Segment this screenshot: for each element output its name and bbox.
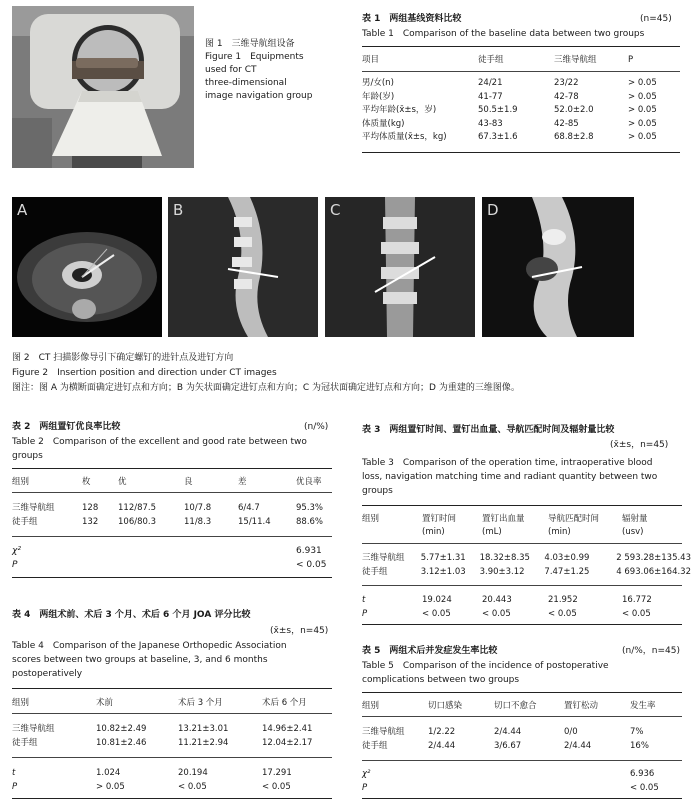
table5-title-en-line: Table 5 Comparison of the incidence of postoperative — [362, 661, 609, 671]
table2-title-en-line: Table 2 Comparison of the excellent and good rate between two — [12, 437, 307, 447]
table-cell: 徒手组 — [12, 517, 38, 527]
table-cell: < 0.05 — [622, 609, 651, 619]
table3-header-cell: 置钉时间 — [422, 514, 457, 524]
table-cell: > 0.05 — [628, 78, 657, 88]
table-cell: 18.32±8.35 — [479, 553, 530, 563]
table-cell: 徒手组 — [362, 741, 388, 751]
table-row — [362, 551, 691, 565]
table-cell: t — [12, 768, 16, 778]
table2-bottom-rule — [12, 577, 332, 578]
table-cell: 10.81±2.46 — [96, 738, 147, 748]
table-row — [362, 781, 659, 795]
table2-top-rule — [12, 468, 332, 469]
table-cell: χ² — [362, 769, 371, 779]
figure1-title-cn: 图 1 三维导航组设备 — [205, 39, 295, 49]
table5-header — [362, 701, 656, 713]
table-cell: 4.03±0.99 — [544, 553, 590, 563]
table3-header-cell: 置钉出血量 — [482, 514, 525, 524]
table-cell: 24/21 — [478, 78, 503, 88]
table4-stats — [12, 766, 292, 794]
table3-top-rule — [362, 505, 682, 506]
table3-header-cell: (min) — [422, 527, 445, 537]
table-cell: 平均年龄(x̄±s，岁) — [362, 105, 437, 115]
table2-header-cell: 枚 — [82, 477, 91, 487]
table-cell: > 0.05 — [628, 91, 657, 102]
table3-title-en-line: Table 3 Comparison of the operation time, intraoperative blood — [362, 458, 653, 468]
ct-3d-reconstruction-image — [482, 197, 634, 337]
table-cell: 106/80.3 — [118, 517, 157, 527]
table-cell: 21.952 — [548, 595, 578, 605]
table2-header-cell: 良 — [184, 477, 193, 487]
table4-title-en-line: scores between two groups at baseline, 3, and 6 months — [12, 655, 268, 665]
table1-body — [362, 77, 657, 145]
figure2-note: 图注：图 A 为横断面确定进钉点和方向；B 为矢状面确定进钉点和方向；C 为冠状面确定进钉点和方向；D 为重建的三维图像。 — [12, 383, 520, 393]
table-cell: < 0.05 — [422, 609, 451, 619]
table5-stats — [362, 767, 659, 795]
table-cell: 6/4.7 — [238, 503, 260, 513]
table-cell: 128 — [82, 503, 99, 513]
table-cell: 43-83 — [478, 118, 503, 129]
table-cell: 0/0 — [564, 727, 578, 737]
ct-panel-label: D — [487, 201, 499, 219]
table4-header-cell: 组别 — [12, 698, 30, 708]
ct-panel-axial — [12, 197, 162, 337]
table-cell: 2/4.44 — [428, 741, 456, 751]
table-row — [362, 118, 657, 132]
table-row — [12, 780, 292, 794]
table1-n: (n=45) — [640, 14, 672, 24]
ct-panel-label: B — [173, 201, 184, 219]
table5-header-cell: 组别 — [362, 701, 380, 711]
ct-panel-label: A — [17, 201, 28, 219]
table4-bottom-rule — [12, 798, 332, 799]
table-cell: 11/8.3 — [184, 517, 212, 527]
table-cell: 19.024 — [422, 595, 452, 605]
table4-top-rule — [12, 688, 332, 689]
table-cell: 3.12±1.03 — [420, 567, 466, 577]
table-cell: 7.47±1.25 — [544, 567, 590, 577]
table-cell: 41-77 — [478, 91, 503, 102]
table-cell: 1/2.22 — [428, 727, 456, 737]
table-cell: 年龄(岁) — [362, 91, 395, 102]
table3-header — [362, 513, 648, 539]
table-cell: 11.21±2.94 — [178, 738, 229, 748]
table3-bottom-rule — [362, 624, 682, 625]
table-cell: P — [362, 609, 368, 619]
ct-coronal-image — [325, 197, 475, 337]
ct-equipment-photo — [12, 6, 194, 168]
table2-title-cn: 表 2 两组置钉优良率比较 — [12, 422, 121, 432]
table4-header-rule — [12, 713, 332, 714]
table-row — [362, 565, 691, 579]
table2-header-cell: 优 — [118, 477, 127, 487]
table-row — [12, 722, 312, 736]
table1-title-en: Table 1 Comparison of the baseline data between two groups — [362, 29, 645, 39]
table-row — [362, 725, 649, 739]
table-row — [12, 766, 292, 780]
table-cell: 52.0±2.0 — [554, 105, 594, 115]
table-cell: 10/7.8 — [184, 503, 212, 513]
ct-panel-3d — [482, 197, 634, 337]
table-cell: 17.291 — [262, 768, 292, 778]
table-cell: 男/女(n) — [362, 78, 394, 88]
table-row — [362, 77, 657, 91]
table-cell: 23/22 — [554, 78, 579, 88]
table-cell — [428, 767, 494, 781]
table-row — [362, 91, 657, 105]
table2-header — [12, 477, 322, 489]
table-cell: 13.21±3.01 — [178, 724, 229, 734]
table4-stats-rule — [12, 757, 332, 758]
ct-panel-coronal — [325, 197, 475, 337]
table-cell: 三维导航组 — [362, 727, 405, 737]
table-cell: 88.6% — [296, 517, 324, 527]
table4-header — [12, 698, 307, 710]
table5-body — [362, 725, 649, 753]
table4-title-en-line: Table 4 Comparison of the Japanese Orthopedic Association — [12, 641, 287, 651]
table4-title-en-line: postoperatively — [12, 669, 83, 679]
table2-header-cell: 组别 — [12, 477, 30, 487]
table-row — [12, 515, 323, 529]
table4-header-cell: 术后 6 个月 — [262, 698, 307, 708]
table-cell — [564, 781, 630, 795]
table-cell: 16% — [630, 741, 649, 751]
table-cell: 三维导航组 — [12, 503, 55, 513]
table-row — [362, 104, 657, 118]
table-cell: 16.772 — [622, 595, 652, 605]
table5-header-cell: 切口感染 — [428, 701, 463, 711]
table-row — [362, 739, 649, 753]
ct-scanner-illustration — [12, 6, 194, 168]
table-cell: 50.5±1.9 — [478, 105, 518, 115]
table2-stats-rule — [12, 536, 332, 537]
table5-header-cell: 切口不愈合 — [494, 701, 537, 711]
table-cell: 42-85 — [554, 118, 579, 129]
table-cell: 12.04±2.17 — [262, 738, 313, 748]
table-cell: 15/11.4 — [238, 517, 271, 527]
table3-stats — [362, 593, 652, 621]
table3-unit: (x̄±s，n=45) — [610, 440, 669, 450]
table-cell: 10.82±2.49 — [96, 724, 147, 734]
table-cell — [494, 767, 564, 781]
table-cell: 14.96±2.41 — [262, 724, 313, 734]
table-cell: 68.8±2.8 — [554, 132, 594, 142]
table-cell: 5.77±1.31 — [420, 553, 466, 563]
table3-header-cell: (mL) — [482, 527, 502, 537]
table-cell: 3.90±3.12 — [479, 567, 525, 577]
table-cell — [564, 767, 630, 781]
table3-header-cell: 导航匹配时间 — [548, 514, 600, 524]
figure1-title-en-line: image navigation group — [205, 91, 313, 101]
table-cell: 徒手组 — [12, 738, 38, 748]
table5-stats-rule — [362, 760, 682, 761]
figure2-title-en: Figure 2 Insertion position and direction under CT images — [12, 368, 277, 378]
table-cell: > 0.05 — [628, 132, 657, 142]
table3-header-cell: 辐射量 — [622, 514, 648, 524]
table-cell: < 0.05 — [630, 783, 659, 793]
table2-title-en-line: groups — [12, 451, 43, 461]
table3-header-rule — [362, 543, 682, 544]
table1-title-cn: 表 1 两组基线资料比较 — [362, 14, 462, 24]
table3-title-en-line: groups — [362, 486, 393, 496]
table3-title-cn: 表 3 两组置钉时间、置钉出血量、导航匹配时间及辐射量比较 — [362, 425, 615, 435]
table-row — [12, 501, 323, 515]
table5-header-rule — [362, 716, 682, 717]
table-cell: 132 — [82, 517, 99, 527]
table4-title-cn: 表 4 两组术前、术后 3 个月、术后 6 个月 JOA 评分比较 — [12, 610, 251, 620]
table2-body — [12, 501, 323, 529]
table2-stat-value: < 0.05 — [296, 560, 327, 570]
table-row — [12, 736, 312, 750]
table-cell: 4 693.06±164.32 — [616, 567, 691, 577]
table-cell: 20.443 — [482, 595, 512, 605]
table5-top-rule — [362, 692, 682, 693]
table-cell: 体质量(kg) — [362, 118, 405, 129]
table3-header-cell: (min) — [548, 527, 571, 537]
table4-header-cell: 术后 3 个月 — [178, 698, 223, 708]
figure1-title-en-line: three-dimensional — [205, 78, 287, 88]
table-row — [362, 607, 652, 621]
table-row — [362, 593, 652, 607]
table-cell: 1.024 — [96, 768, 121, 778]
table4-unit: (x̄±s，n=45) — [270, 626, 329, 636]
table2-header-cell: 优良率 — [296, 477, 322, 487]
table-cell — [428, 781, 494, 795]
table1-bottom-rule — [362, 152, 680, 153]
table-cell: 2/4.44 — [494, 727, 522, 737]
table2-stat-value: 6.931 — [296, 546, 322, 556]
table-cell: < 0.05 — [548, 609, 577, 619]
table3-header-cell: 组别 — [362, 514, 380, 524]
ct-panel-sagittal — [168, 197, 318, 337]
table3-stats-rule — [362, 585, 682, 586]
table3-header-cell: (usv) — [622, 527, 644, 537]
table-cell: t — [362, 595, 366, 605]
table-cell: > 0.05 — [96, 782, 125, 792]
table1-header — [362, 55, 633, 67]
table4-body — [12, 722, 312, 750]
table-cell: > 0.05 — [628, 118, 657, 129]
table-cell: 平均体质量(x̄±s，kg) — [362, 132, 447, 142]
table5-unit: (n/%，n=45) — [622, 646, 681, 656]
table-cell: 2/4.44 — [564, 741, 592, 751]
table-cell: 2 593.28±135.43 — [616, 553, 691, 563]
table-cell: < 0.05 — [482, 609, 511, 619]
table-cell: 20.194 — [178, 768, 208, 778]
table1-header-cell: 三维导航组 — [554, 55, 597, 65]
table-cell: 7% — [630, 727, 644, 737]
table-cell: 徒手组 — [362, 567, 388, 577]
table5-title-en-line: complications between two groups — [362, 675, 520, 685]
table5-header-cell: 置钉松动 — [564, 701, 599, 711]
table2-stat-label: χ² — [12, 546, 21, 556]
table-row — [362, 131, 657, 145]
table1-header-cell: 项目 — [362, 55, 380, 65]
table-cell: P — [362, 783, 368, 793]
table-cell: 6.936 — [630, 769, 655, 779]
table-cell: 三维导航组 — [362, 553, 405, 563]
ct-panel-label: C — [330, 201, 341, 219]
ct-axial-image — [12, 197, 162, 337]
table-cell: > 0.05 — [628, 105, 657, 115]
table-cell: 67.3±1.6 — [478, 132, 518, 142]
table1-header-cell: P — [628, 55, 634, 65]
table5-bottom-rule — [362, 798, 682, 799]
table3-body — [362, 551, 691, 579]
table2-stat-label: P — [12, 560, 18, 570]
table1-header-cell: 徒手组 — [478, 55, 504, 65]
table-cell: < 0.05 — [262, 782, 291, 792]
table-cell: 三维导航组 — [12, 724, 55, 734]
table-cell: 95.3% — [296, 503, 324, 513]
figure1-title-en-line: used for CT — [205, 65, 257, 75]
figure1-title-en-line: Figure 1 Equipments — [205, 52, 304, 62]
table2-header-rule — [12, 492, 332, 493]
table-cell: 42-78 — [554, 91, 579, 102]
table-cell — [494, 781, 564, 795]
table-cell: 112/87.5 — [118, 503, 157, 513]
table-row — [362, 767, 659, 781]
table1-top-rule — [362, 46, 680, 47]
table2-header-cell: 差 — [238, 477, 247, 487]
figure2-title-cn: 图 2 CT 扫描影像导引下确定螺钉的进针点及进钉方向 — [12, 353, 234, 363]
ct-sagittal-image — [168, 197, 318, 337]
table3-header-cell — [362, 526, 422, 539]
table-cell: 3/6.67 — [494, 741, 522, 751]
table1-header-rule — [362, 71, 680, 72]
table5-header-cell: 发生率 — [630, 701, 656, 711]
table-cell: < 0.05 — [178, 782, 207, 792]
table2-unit: (n/%) — [304, 422, 329, 432]
table4-header-cell: 术前 — [96, 698, 114, 708]
table5-title-cn: 表 5 两组术后并发症发生率比较 — [362, 646, 498, 656]
table-cell: P — [12, 782, 18, 792]
table3-title-en-line: loss, navigation matching time and radiant quantity between two — [362, 472, 658, 482]
